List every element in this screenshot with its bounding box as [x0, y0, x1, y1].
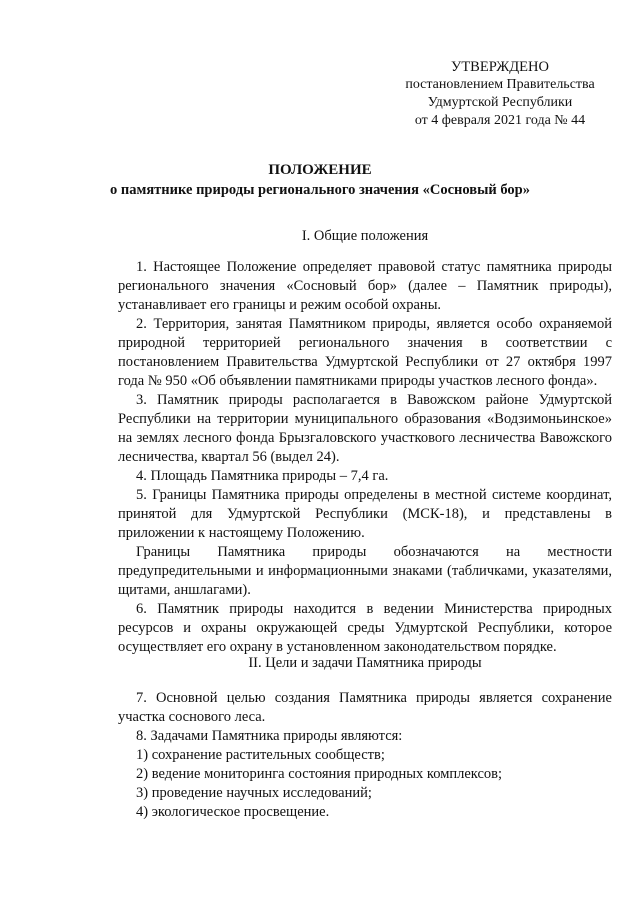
list-item: 1) сохранение растительных сообществ; [136, 747, 385, 763]
approval-head: УТВЕРЖДЕНО [451, 59, 549, 75]
approval-line-3: от 4 февраля 2021 года № 44 [414, 113, 586, 128]
paragraph-7: 7. Основной целью создания Памятника природы является сохранение участка соснового леса. [118, 690, 612, 725]
paragraph-3: 3. Памятник природы располагается в Вавожском районе Удмуртской Республики на территории муниципального образования «Водзимоньинское» на землях лесного фонда Брызгаловского участкового лесничества Вавожского лесничества, квартал 56 (выдел 24). [118, 392, 612, 465]
section-2-body [118, 689, 612, 822]
approval-stamp [380, 58, 620, 130]
list-item: 2) ведение мониторинга состояния природных комплексов; [136, 766, 503, 782]
section-1-heading: I. Общие положения [301, 228, 429, 244]
title-block [30, 160, 610, 200]
list-item: 4) экологическое просвещение. [136, 804, 330, 820]
approval-line-1: постановлением Правительства [405, 77, 595, 92]
paragraph-1: 1. Настоящее Положение определяет правовой статус памятника природы регионального значения «Сосновый бор» (далее – Памятник природы), устанавливает его границы и режим особой охраны. [118, 259, 612, 313]
paragraph-5: 5. Границы Памятника природы определены в местной системе координат, принятой для Удмуртской Республики (МСК-18), и представлены в приложении к настоящему Положению. [118, 487, 612, 541]
paragraph-8: 8. Задачами Памятника природы являются: [136, 728, 403, 744]
paragraph-6: 6. Памятник природы находится в ведении Министерства природных ресурсов и охраны окружающей среды Удмуртской Республики, которое осуществляет его охрану в установленном законодательством порядке. [118, 601, 612, 655]
document-title: ПОЛОЖЕНИЕ [268, 162, 372, 178]
section-2-heading: II. Цели и задачи Памятника природы [248, 655, 482, 671]
list-item: 3) проведение научных исследований; [136, 785, 372, 801]
document-subtitle: о памятнике природы регионального значения «Сосновый бор» [109, 182, 530, 198]
paragraph-4: 4. Площадь Памятника природы – 7,4 га. [136, 468, 389, 484]
paragraph-2: 2. Территория, занятая Памятником природы, является особо охраняемой природной территорией регионального значения в соответствии с постановлением Правительства Удмуртской Республики от 27 октября 1997 года № 950 «Об объявлении памятниками природы участков лесного фонда». [118, 316, 612, 389]
approval-line-2: Удмуртской Республики [427, 95, 573, 110]
paragraph-5-boundaries: Границы Памятника природы обозначаются на местности предупредительными и информационными знаками (табличками, указателями, щитами, аншлагами). [118, 544, 612, 598]
section-1-body [118, 258, 612, 657]
